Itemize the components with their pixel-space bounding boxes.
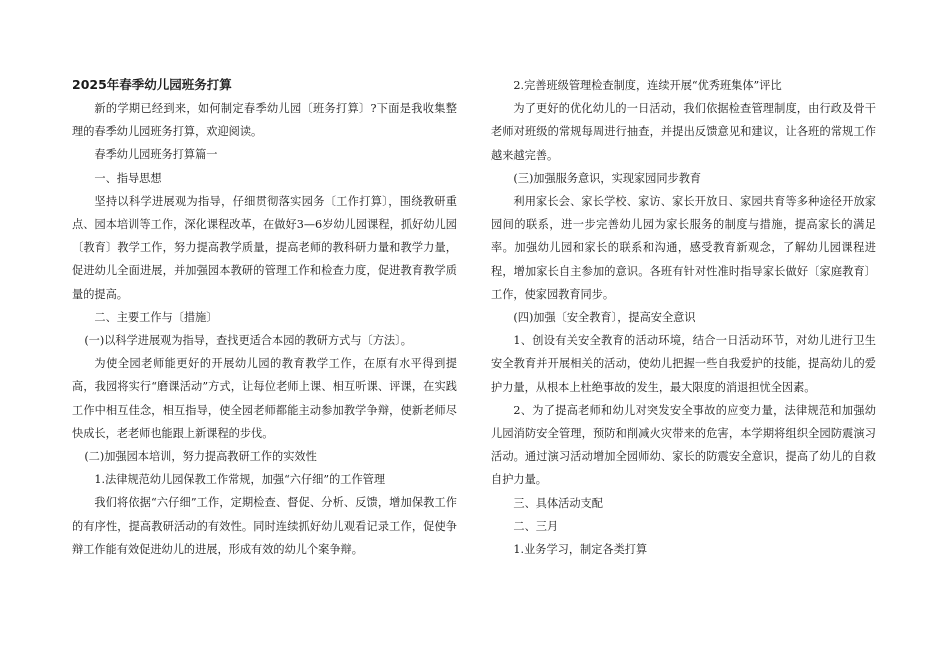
safety-paragraph-1: 1、创设有关安全教育的活动环境，结合一日活动环节，对幼儿进行卫生安全教育并开展相关的活动，使幼儿把握一些自我爱护的技能，提高幼儿的爱护力量，从根本上杜绝事故的发生，最大限度的消退担忧全因素。 [491,334,876,394]
guiding-ideology-paragraph: 坚持以科学进展观为指导，仔细贯彻落实园务〔工作打算〕，围绕教研重点、园本培训等工作，深化课程改革，在做好3—6岁幼儿园课程，抓好幼儿园〔教育〕教学工作，努力提高教学质量，提高老师的教科研力量和教学力量，促进幼儿全面进展，并加强园本教研的管理工作和检查力度，促进教育教学质量的提高。 [72,194,457,301]
subheading-training: (二)加强园本培训，努力提高教研工作的实效性 [84,450,317,464]
left-column [72,74,457,561]
safety-paragraph-2: 2、为了提高老师和幼儿对突发安全事故的应变力量，法律规范和加强幼儿园消防安全管理，预防和削减火灾带来的危害，本学期将组织全园防震演习活动。通过演习活动增加全园师幼、家长的防震安全意识，提高了幼儿的自救自护力量。 [491,403,876,487]
intro-paragraph: 新的学期已经到来，如何制定春季幼儿园〔班务打算〕?下面是我收集整理的春季幼儿园班务打算，欢迎阅读。 [72,102,457,139]
six-careful-paragraph: 我们将依据“六仔细”工作，定期检查、督促、分析、反馈，增加保教工作的有序性，提高教研活动的有效性。同时连续抓好幼儿观看记录工作，促使争辩工作能有效促进幼儿的进展，形成有效的幼儿个案争辩。 [72,496,457,556]
document-title: 2025年春季幼儿园班务打算 [72,77,232,92]
part-heading: 春季幼儿园班务打算篇一 [94,148,218,162]
subheading-feb-mar: 二、三月 [513,519,559,533]
right-column [491,74,876,561]
section-heading-activities: 三、具体活动支配 [513,496,603,510]
subheading-business-study: 1.业务学习，制定各类打算 [513,543,648,557]
subheading-class-inspection: 2.完善班级管理检查制度，连续开展“优秀班集体”评比 [513,79,782,92]
subheading-research-method: (一)以科学进展观为指导，查找更适合本园的教研方式与〔方法〕。 [84,334,412,348]
section-heading-guiding-ideology: 一、指导思想 [94,171,162,185]
subheading-six-careful: 1.法律规范幼儿园保教工作常规，加强“六仔细”的工作管理 [94,473,386,487]
research-method-paragraph: 为使全园老师能更好的开展幼儿园的教育教学工作，在原有水平得到提高，我园将实行“磨课活动”方式，让每位老师上课、相互听课、评课，在实践工作中相互佳念，相互指导，使全园老师都能主动参加教学争辩，使新老师尽快成长，老老师也能跟上新课程的步伐。 [72,357,457,440]
class-inspection-paragraph: 为了更好的优化幼儿的一日活动，我们依据检查管理制度，由行政及骨干老师对班级的常规每周进行抽查，并提出反馈意见和建议，让各班的常规工作越来越完善。 [491,102,876,162]
section-heading-main-work: 二、主要工作与〔措施〕 [94,310,218,324]
service-awareness-paragraph: 利用家长会、家长学校、家访、家长开放日、家园共育等多种途径开放家园间的联系，进一步完善幼儿园为家长服务的制度与措施，提高家长的满足率。加强幼儿园和家长的联系和沟通，感受教育新观念，了解幼儿园课程进程，增加家长自主参加的意识。各班有针对性准时指导家长做好〔家庭教育〕工作，使家园教育同步。 [491,195,876,301]
subheading-service-awareness: (三)加强服务意识，实现家园同步教育 [513,171,702,185]
subheading-safety-education: (四)加强〔安全教育〕，提高安全意识 [513,311,696,325]
